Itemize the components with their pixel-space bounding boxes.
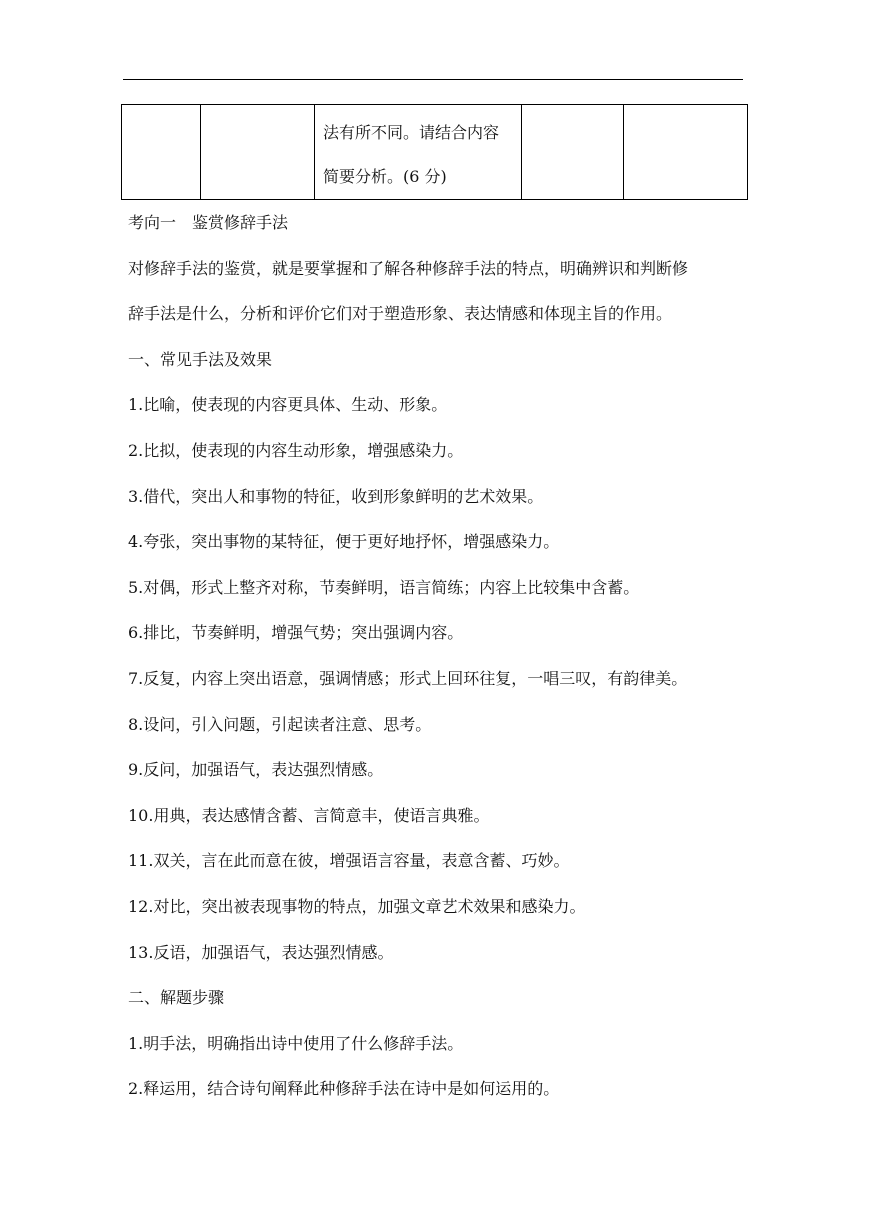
list-item: 13.反语，加强语气，表达强烈情感。	[128, 942, 394, 962]
intro-line: 对修辞手法的鉴赏，就是要掌握和了解各种修辞手法的特点，明确辨识和判断修	[128, 258, 689, 278]
list-item: 5.对偶，形式上整齐对称，节奏鲜明，语言简练；内容上比较集中含蓄。	[128, 577, 640, 597]
list-item: 10.用典，表达感情含蓄、言简意丰，使语言典雅。	[128, 805, 490, 825]
question-line: 简要分析。(6 分)	[323, 167, 447, 186]
list-item: 8.设问，引入问题，引起读者注意、思考。	[128, 714, 432, 734]
list-item: 6.排比，节奏鲜明，增强气势；突出强调内容。	[128, 623, 464, 643]
list-item: 2.比拟，使表现的内容生动形象，增强感染力。	[128, 440, 464, 460]
intro-line: 辞手法是什么，分析和评价它们对于塑造形象、表达情感和体现主旨的作用。	[128, 304, 673, 324]
question-line: 法有所不同。请结合内容	[323, 123, 500, 142]
step-item: 2.释运用，结合诗句阐释此种修辞手法在诗中是如何运用的。	[128, 1079, 560, 1099]
header-rule	[123, 79, 743, 80]
list-item: 12.对比，突出被表现事物的特点，加强文章艺术效果和感染力。	[128, 896, 586, 916]
table-cell-empty-2	[201, 105, 315, 200]
table-cell-empty-1	[122, 105, 201, 200]
list-item: 7.反复，内容上突出语意，强调情感；形式上回环往复，一唱三叹，有韵律美。	[128, 668, 688, 688]
list-item: 3.借代，突出人和事物的特征，收到形象鲜明的艺术效果。	[128, 486, 544, 506]
table-row	[122, 105, 748, 200]
document-body	[128, 207, 748, 1119]
heading-effects: 一、常见手法及效果	[128, 349, 273, 369]
list-item: 9.反问，加强语气，表达强烈情感。	[128, 760, 384, 780]
table-fragment	[121, 104, 748, 200]
heading-steps: 二、解题步骤	[128, 988, 225, 1008]
list-item: 4.夸张，突出事物的某特征，便于更好地抒怀，增强感染力。	[128, 532, 560, 552]
list-item: 11.双关，言在此而意在彼，增强语言容量，表意含蓄、巧妙。	[128, 851, 570, 871]
table-cell-empty-4	[624, 105, 748, 200]
step-item: 1.明手法，明确指出诗中使用了什么修辞手法。	[128, 1033, 464, 1053]
table-cell-empty-3	[522, 105, 624, 200]
list-item: 1.比喻，使表现的内容更具体、生动、形象。	[128, 395, 448, 415]
table-cell-question	[315, 105, 522, 200]
section-title: 考向一 鉴赏修辞手法	[128, 213, 289, 232]
